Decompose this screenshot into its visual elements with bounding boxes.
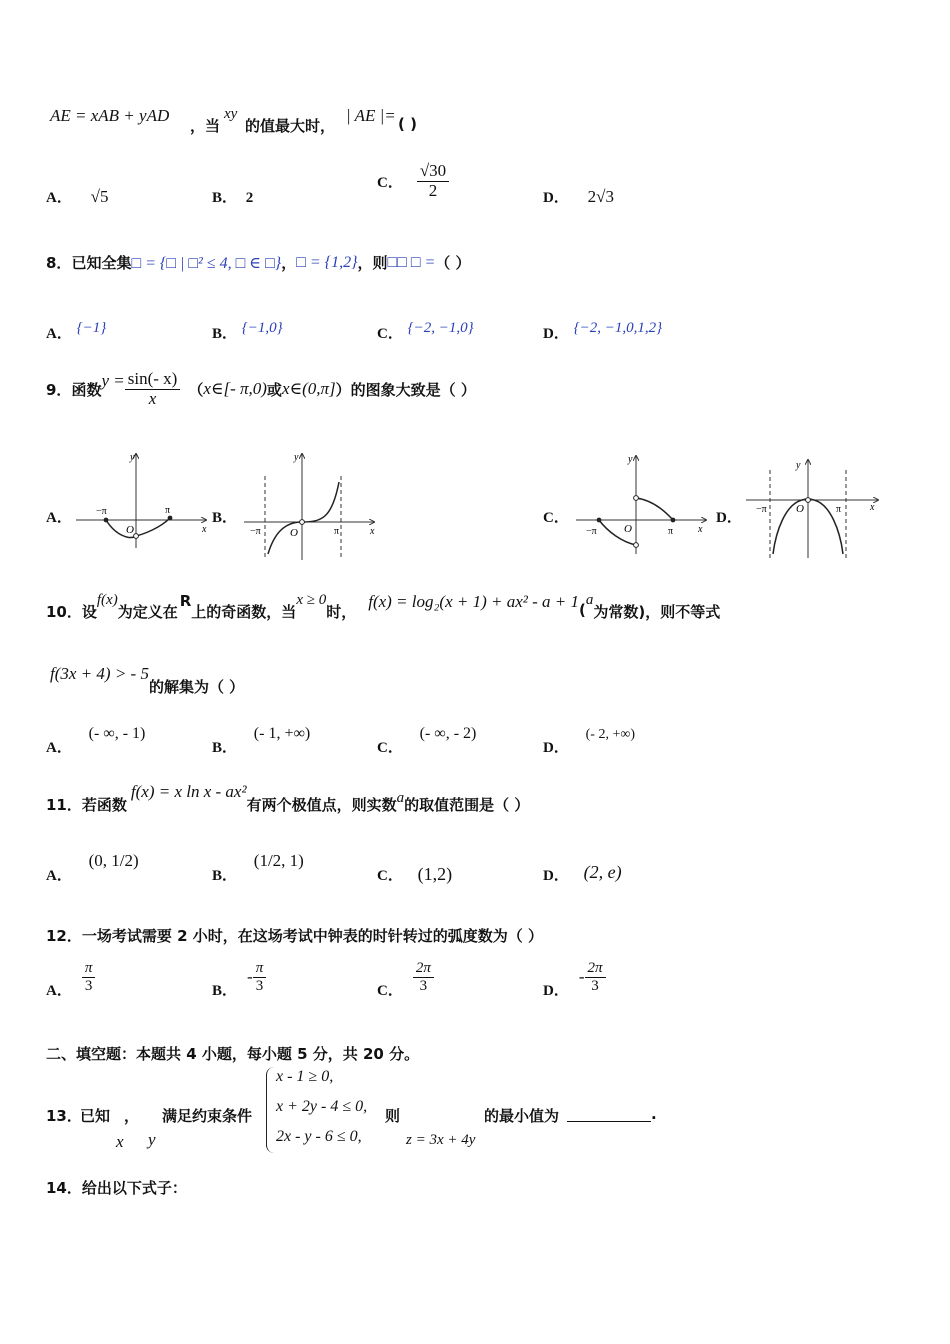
q11-stem <box>46 782 529 815</box>
option-letter: B． <box>212 868 238 884</box>
question-number: 10． <box>46 603 82 621</box>
q13-t1: 已知 <box>80 1107 111 1125</box>
option-letter: C． <box>377 868 403 884</box>
neg-pi-label: −π <box>586 526 597 537</box>
q11-t2: 有两个极值点，则实数 <box>246 796 397 814</box>
answer-blank[interactable] <box>567 1107 651 1122</box>
option-letter: C． <box>377 326 403 342</box>
q12-option-c[interactable] <box>377 960 434 999</box>
q9-option-d-letter[interactable]: D． <box>716 510 742 526</box>
q10-cond: x ≥ 0 <box>296 592 327 608</box>
q7-option-b[interactable] <box>212 186 253 207</box>
q9-domain2: x∈(0,π] <box>281 379 336 399</box>
q9-option-a-letter[interactable]: A． <box>46 510 72 526</box>
option-content: (2, e) <box>583 862 622 882</box>
q11-option-c[interactable] <box>377 864 452 885</box>
option-content: (1,2) <box>417 864 453 884</box>
option-content: {−2, −1,0} <box>407 320 474 336</box>
q10-t5: 为常数)，则不等式 <box>593 603 721 621</box>
q11-option-d[interactable] <box>543 862 622 883</box>
option-letter: B． <box>212 190 238 206</box>
question-number: 14． <box>46 1179 82 1197</box>
option-letter: C． <box>377 740 403 756</box>
x-label: x <box>870 502 875 513</box>
option-content: {−2, −1,0,1,2} <box>573 320 663 336</box>
option-fraction: $\frac{√30}{2}$ <box>417 162 449 200</box>
q10-open: ( <box>579 601 586 619</box>
q10-stem <box>46 592 720 622</box>
option-letter: C． <box>377 982 403 999</box>
option-letter: D． <box>543 868 569 884</box>
option-content: {−1} <box>76 320 107 336</box>
q9-option-c-letter[interactable]: C． <box>543 510 569 526</box>
option-content: (- ∞, - 2) <box>419 725 477 742</box>
vector-equation: AE = xAB + yAD <box>50 106 170 125</box>
q13-end: . <box>651 1105 657 1123</box>
option-content: 2 <box>245 190 254 206</box>
q13-then: 则 <box>385 1107 401 1125</box>
complement: □□ □ = <box>387 253 436 271</box>
option-letter: D． <box>543 740 569 756</box>
q12-option-d[interactable] <box>543 960 606 999</box>
option-content: (- ∞, - 1) <box>88 725 146 742</box>
pi-label: π <box>165 505 171 516</box>
open-point <box>634 496 639 501</box>
q9-or: 或 <box>266 380 282 399</box>
q9-y: y = <box>101 371 125 391</box>
origin-label: O <box>624 523 632 535</box>
option-letter: A． <box>46 740 72 756</box>
origin-label: O <box>796 503 804 515</box>
q13-comma: ， <box>124 1107 140 1125</box>
q12-option-b[interactable] <box>212 960 266 999</box>
y-label: y <box>130 452 135 463</box>
q10-t4: 时， <box>326 603 357 621</box>
option-fraction: $\frac{\pi}{3}$ <box>82 960 96 994</box>
q7-option-c[interactable] <box>377 162 449 200</box>
endpoint <box>104 518 109 523</box>
q7-text-mid: ，当 <box>190 117 221 135</box>
option-letter: B． <box>212 326 238 342</box>
question-number: 12． <box>46 927 82 945</box>
q11-t1: 若函数 <box>81 796 127 814</box>
q7-option-d[interactable] <box>543 186 614 207</box>
option-content: √5 <box>90 187 109 206</box>
origin-label: O <box>290 527 298 539</box>
x-label: x <box>370 526 375 537</box>
q12-option-a[interactable] <box>46 960 95 999</box>
option-fraction: $\frac{2\pi}{3}$ <box>413 960 434 994</box>
q8-stem <box>46 252 471 273</box>
q10-ineq-line <box>50 664 244 697</box>
q8-option-b[interactable] <box>212 316 283 342</box>
q10-t2: 为定义在 <box>117 603 178 621</box>
y-label: y <box>628 454 633 465</box>
q11-option-b[interactable] <box>212 850 304 884</box>
q9-domain-open: （ <box>188 380 204 399</box>
option-letter: B． <box>212 740 238 756</box>
q7-paren: ( ) <box>398 115 417 133</box>
q11-t3: 的取值范围是（ ） <box>404 796 530 814</box>
option-content: 2√3 <box>587 187 614 206</box>
option-letter: A． <box>46 868 72 884</box>
open-point <box>134 534 139 539</box>
q12-stem <box>46 925 543 946</box>
q8-option-c[interactable] <box>377 316 474 342</box>
q14-stem <box>46 1177 187 1198</box>
constraint-2: x + 2y - 4 ≤ 0, <box>276 1098 368 1115</box>
q7-xy: xy <box>224 106 238 122</box>
q10-R: R <box>179 592 192 610</box>
q7-abs-ae: | AE |= <box>346 106 396 125</box>
q8-option-a[interactable] <box>46 316 107 342</box>
q13-x: x <box>116 1132 124 1151</box>
question-number: 11． <box>46 796 82 814</box>
graph-a <box>72 450 212 550</box>
q9-text: 函数 <box>71 380 102 399</box>
constraint-3: 2x - y - 6 ≤ 0, <box>276 1128 362 1145</box>
q10-option-a[interactable] <box>46 722 146 756</box>
neg-pi-label: −π <box>756 504 767 515</box>
set-u: □ = {□ | □² ≤ 4, □ ∈ □} <box>131 254 282 272</box>
q13-y: y <box>148 1130 156 1149</box>
option-content: (- 2, +∞) <box>585 727 635 742</box>
open-point <box>634 543 639 548</box>
q10-t3: 上的奇函数，当 <box>191 603 297 621</box>
q8-paren: （ ） <box>435 254 471 272</box>
q7-option-a[interactable] <box>46 186 108 207</box>
q7-text-tail: 的值最大时， <box>245 117 336 135</box>
set-a: □ = {1,2} <box>296 253 358 271</box>
option-letter: B． <box>212 982 238 999</box>
y-label: y <box>294 452 299 463</box>
option-letter: D． <box>543 326 569 342</box>
q12-text: 一场考试需要 2 小时，在这场考试中钟表的时针转过的弧度数为（ ） <box>81 927 543 945</box>
q10-option-c[interactable] <box>377 722 477 756</box>
endpoint <box>168 516 173 521</box>
option-letter: D． <box>543 982 569 999</box>
option-letter: A． <box>46 190 72 206</box>
pi-label: π <box>836 504 842 515</box>
option-letter: A． <box>46 326 72 342</box>
q10-option-d[interactable] <box>543 722 635 756</box>
option-content: (- 1, +∞) <box>253 725 311 742</box>
q10-fx: f(x) <box>96 592 118 608</box>
pi-label: π <box>668 526 674 537</box>
option-fraction: $\frac{\pi}{3}$ <box>253 960 267 994</box>
q9-option-b-letter[interactable]: B． <box>212 510 238 526</box>
q13-t2: 满足约束条件 <box>162 1107 253 1125</box>
option-letter: D． <box>543 190 569 206</box>
open-point <box>300 520 305 525</box>
curve <box>268 482 339 554</box>
q10-formula: f(x) = log₂(x + 1) + ax² - a + 1 <box>368 592 580 611</box>
q11-a: a <box>396 790 405 806</box>
section-heading: 二、填空题：本题共 4 小题，每小题 5 分，共 20 分。 <box>46 1045 420 1063</box>
option-content: (0, 1/2) <box>88 851 139 870</box>
question-number: 8． <box>46 254 72 272</box>
question-number: 13． <box>46 1107 82 1125</box>
pi-label: π <box>334 526 340 537</box>
option-sign: - <box>578 967 585 986</box>
option-sign: - <box>247 967 253 986</box>
q10-inequality: f(3x + 4) > - 5 <box>50 664 149 683</box>
origin-label: O <box>126 524 134 536</box>
option-letter: A． <box>46 982 72 999</box>
q8-then: ，则 <box>357 254 388 272</box>
q10-t6: 的解集为（ ） <box>148 678 245 696</box>
q13-t3: 的最小值为 <box>484 1107 560 1125</box>
option-letter: C． <box>377 174 403 191</box>
q8-sep: ， <box>281 254 297 272</box>
q10-t1: 设 <box>81 603 97 621</box>
option-fraction: $\frac{2\pi}{3}$ <box>585 960 606 994</box>
q9-fraction: $\frac{\sin(- x)}{x}$ <box>125 370 181 408</box>
endpoint <box>671 518 676 523</box>
q8-option-d[interactable] <box>543 316 663 342</box>
q8-text: 已知全集 <box>71 254 132 272</box>
graph-c <box>572 452 712 556</box>
q14-text: 给出以下式子： <box>81 1179 187 1197</box>
open-point <box>806 498 811 503</box>
option-content: (1/2, 1) <box>253 851 304 870</box>
neg-pi-label: −π <box>96 506 107 517</box>
q9-tail: ）的图象大致是（ ） <box>335 380 476 399</box>
q11-formula: f(x) = x ln x - ax² <box>130 782 247 801</box>
constraint-1: x - 1 ≥ 0, <box>276 1068 334 1085</box>
y-label: y <box>796 460 801 471</box>
question-number: 9． <box>46 380 72 399</box>
objective: z = 3x + 4y <box>406 1132 476 1148</box>
q9-domain1: x∈[- π,0) <box>203 379 267 399</box>
endpoint <box>597 518 602 523</box>
q9-stem <box>46 370 476 408</box>
x-label: x <box>202 524 207 535</box>
q10-a: a <box>585 592 594 608</box>
graph-b <box>240 450 380 562</box>
q11-option-a[interactable] <box>46 850 139 884</box>
x-label: x <box>698 524 703 535</box>
option-content: {−1,0} <box>241 320 283 336</box>
curve-right <box>636 498 673 520</box>
graph-d <box>744 456 884 560</box>
neg-pi-label: −π <box>250 526 261 537</box>
q10-option-b[interactable] <box>212 722 311 756</box>
